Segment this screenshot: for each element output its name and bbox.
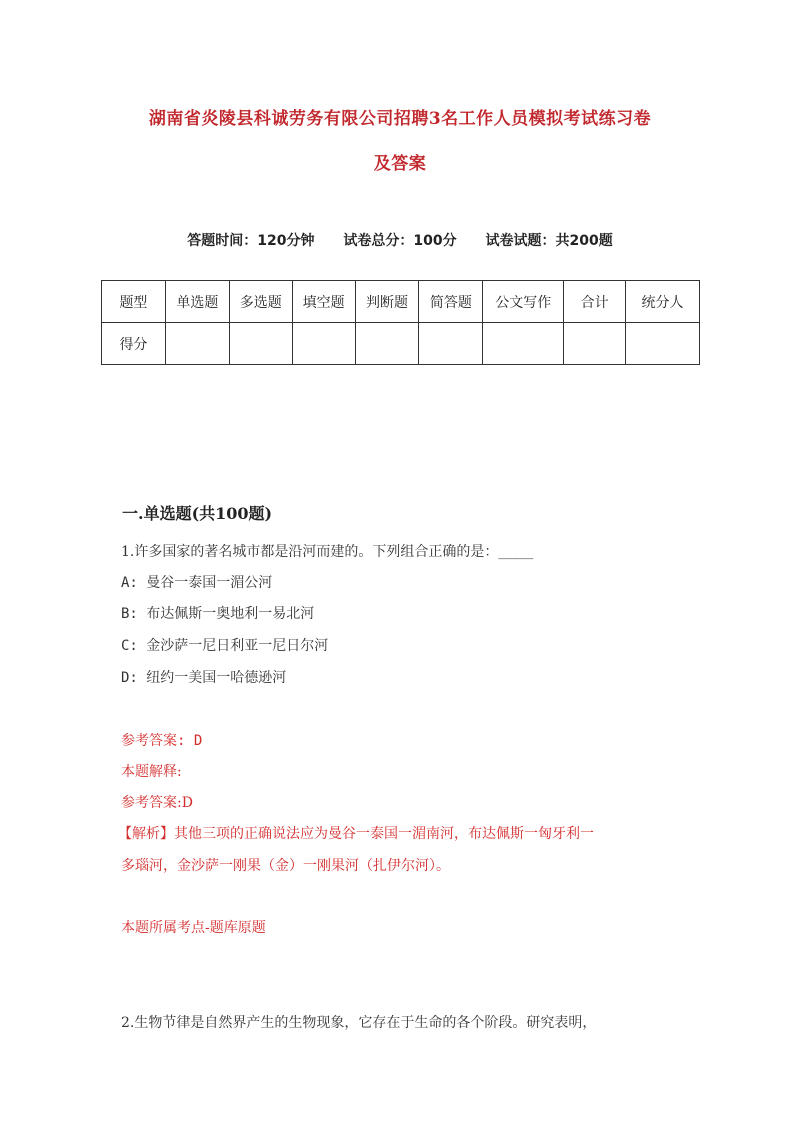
document-title-line2: 及答案: [373, 154, 427, 174]
table-header-cell: 多选题: [229, 281, 292, 323]
exam-total-score: 试卷总分：100分: [343, 233, 457, 249]
document-title-line1: 湖南省炎陵县科诚劳务有限公司招聘3名工作人员模拟考试练习卷: [148, 109, 652, 129]
score-table-header-row: [102, 281, 700, 323]
score-table-score-row: [102, 323, 700, 365]
table-header-cell: 填空题: [292, 281, 355, 323]
score-cell: [292, 323, 355, 365]
table-header-cell: 题型: [102, 281, 166, 323]
table-header-cell: 合计: [564, 281, 626, 323]
question-1-option-b: B: 布达佩斯一奥地利一易北河: [121, 606, 315, 622]
question-1-option-c: C: 金沙萨一尼日利亚一尼日尔河: [121, 638, 329, 654]
question-1-analysis-line2: 多瑙河，金沙萨一刚果（金）一刚果河（扎伊尔河）。: [121, 858, 450, 874]
score-cell: [419, 323, 483, 365]
table-header-cell: 公文写作: [483, 281, 564, 323]
question-1-analysis-line1: 【解析】其他三项的正确说法应为曼谷一泰国一湄南河，布达佩斯一匈牙利一: [118, 826, 594, 842]
score-table: [101, 280, 700, 365]
exam-time: 答题时间：120分钟: [187, 233, 315, 249]
question-1-stem: 1.许多国家的著名城市都是沿河而建的。下列组合正确的是：_____: [121, 544, 534, 560]
table-header-cell: 简答题: [419, 281, 483, 323]
score-cell: [483, 323, 564, 365]
score-cell: [165, 323, 229, 365]
question-2-stem: 2.生物节律是自然界产生的生物现象，它存在于生命的各个阶段。研究表明，: [121, 1015, 597, 1031]
question-1-source: 本题所属考点-题库原题: [121, 920, 266, 936]
score-cell: [626, 323, 700, 365]
question-1-answer: 参考答案: D: [121, 733, 203, 749]
score-cell: [564, 323, 626, 365]
question-1-option-d: D: 纽约一美国一哈德逊河: [121, 670, 287, 686]
exam-question-count: 试卷试题：共200题: [485, 233, 613, 249]
exam-meta: [100, 230, 700, 250]
table-header-cell: 单选题: [165, 281, 229, 323]
question-1-option-a: A: 曼谷一泰国一湄公河: [121, 575, 273, 591]
question-1-explain-label: 本题解释:: [121, 764, 182, 780]
table-header-cell: 统分人: [626, 281, 700, 323]
score-cell: [355, 323, 419, 365]
score-row-label: 得分: [102, 323, 166, 365]
table-header-cell: 判断题: [355, 281, 419, 323]
question-1-answer-repeat: 参考答案:D: [121, 795, 193, 811]
section-heading: 一.单选题(共100题): [122, 504, 273, 523]
score-cell: [229, 323, 292, 365]
